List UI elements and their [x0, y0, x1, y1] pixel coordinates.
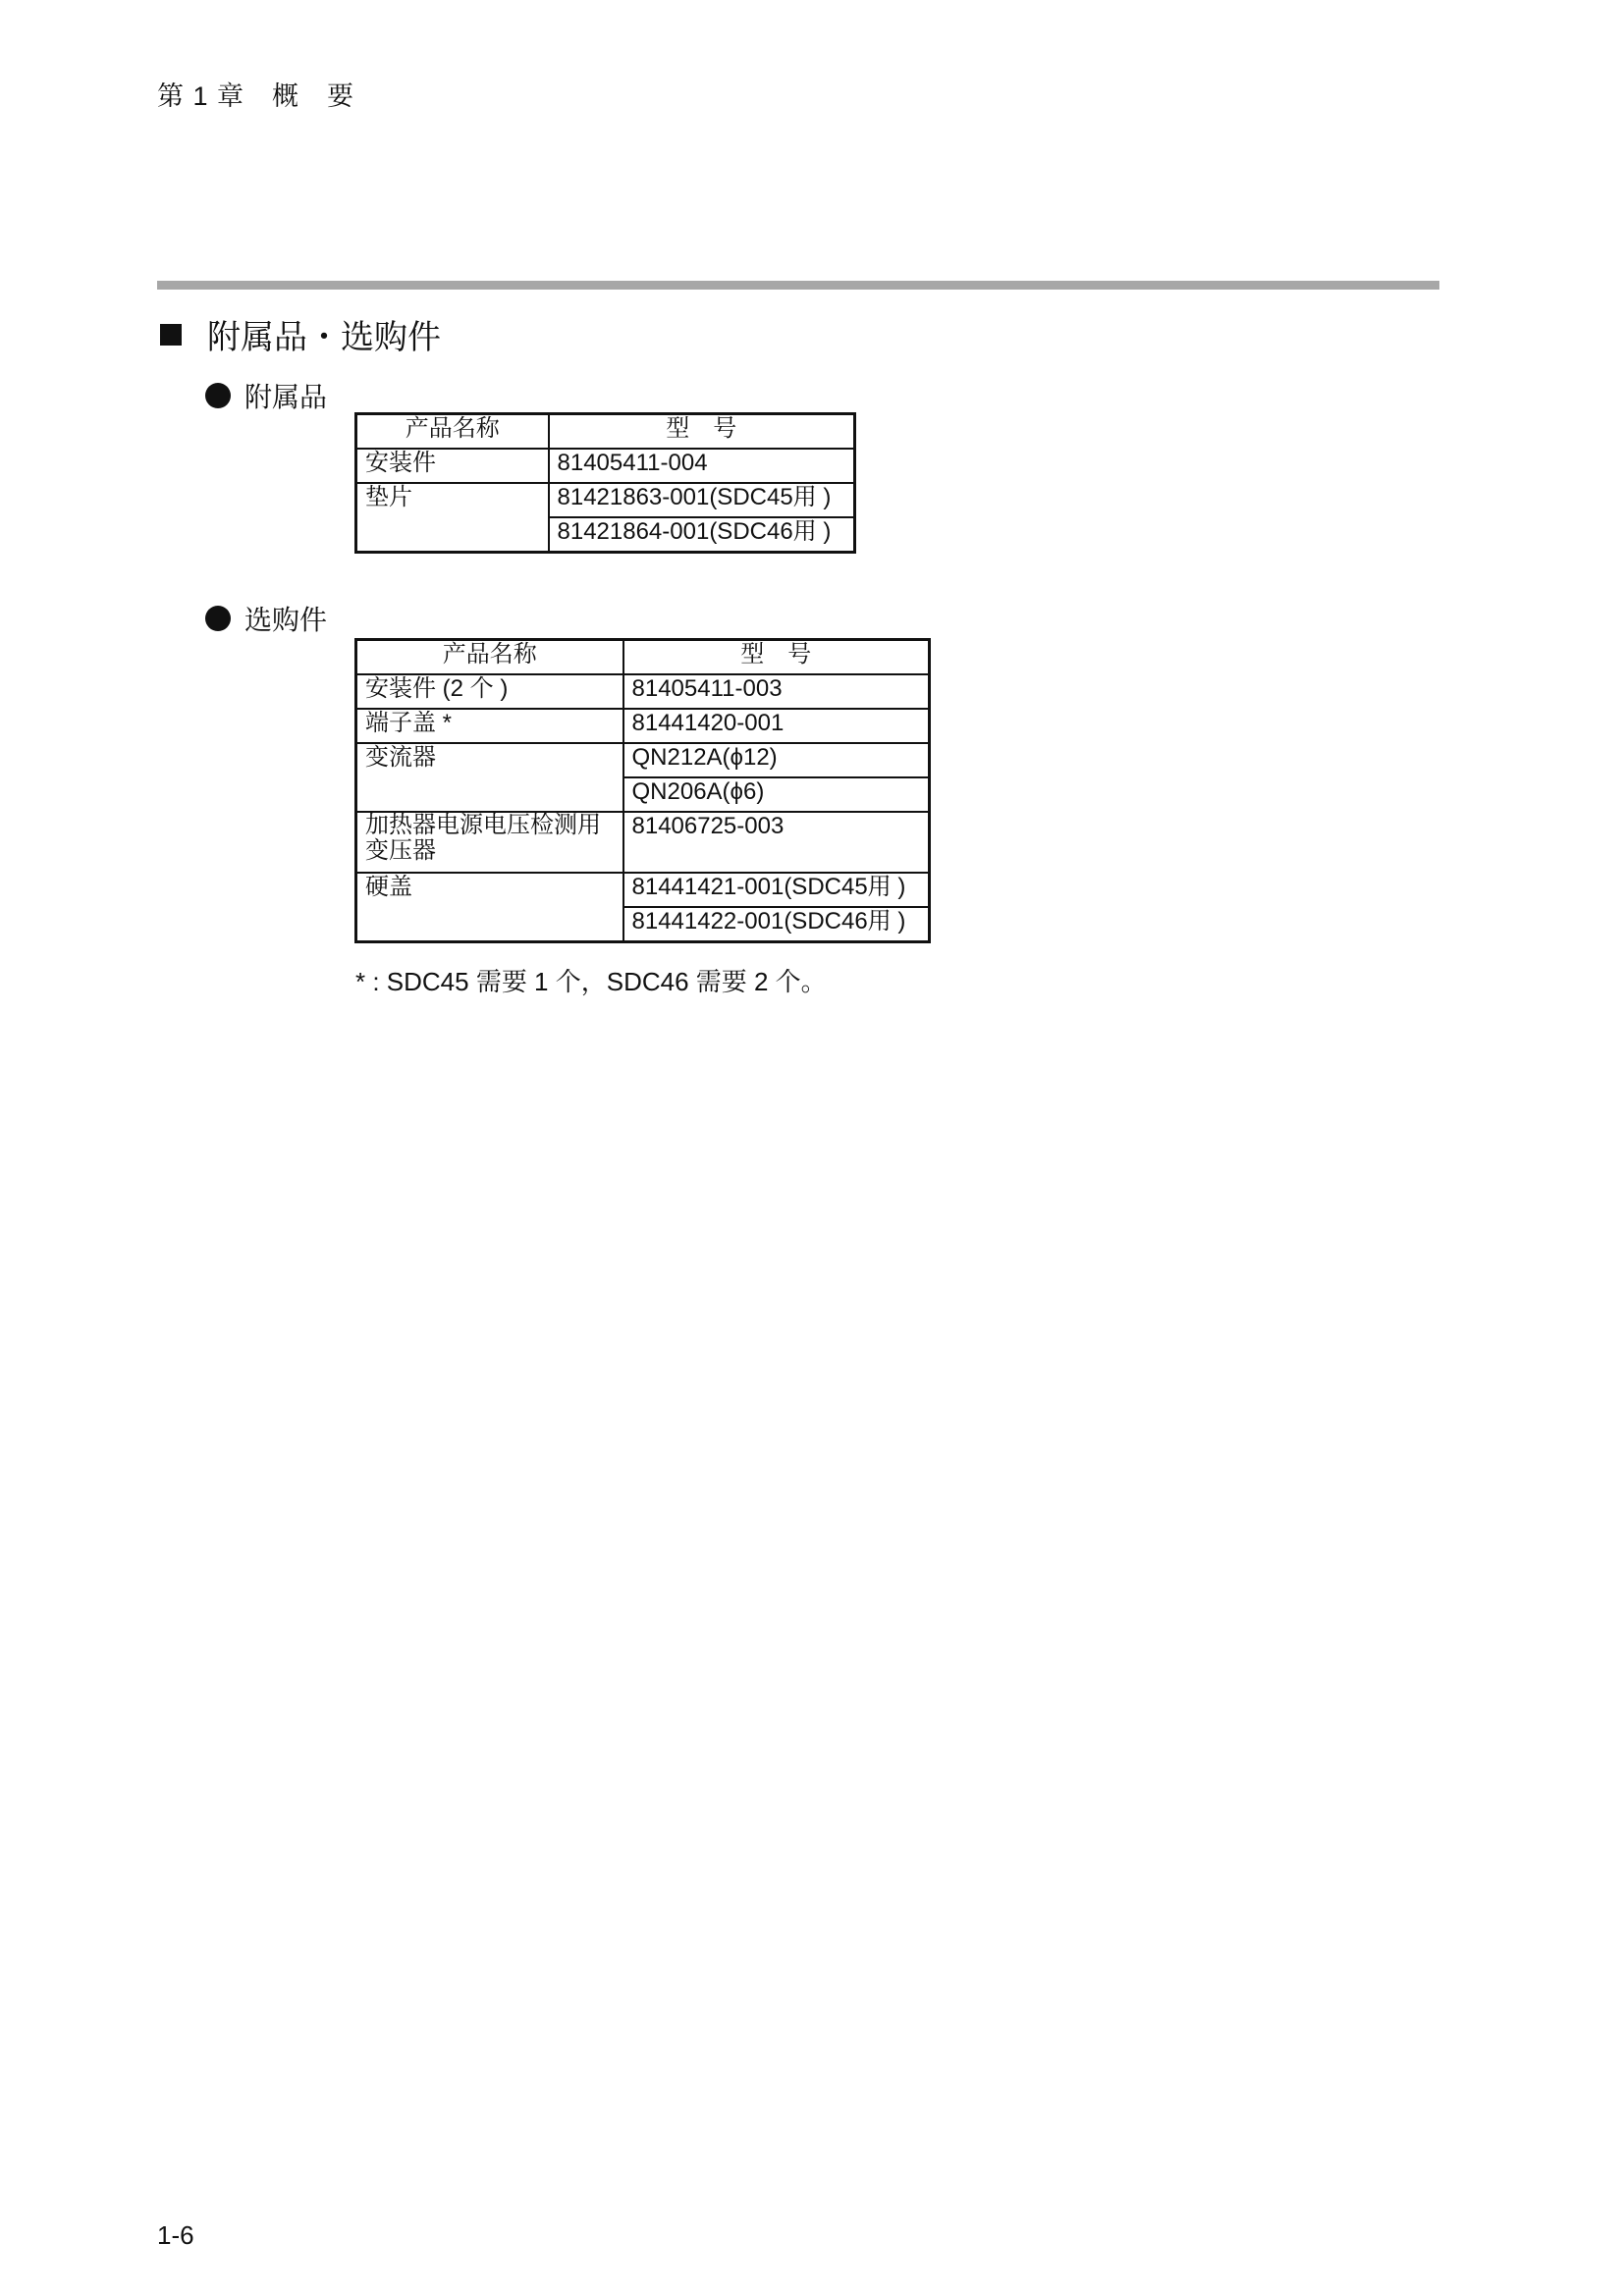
product-name-cell: 安装件 (2 个 ) [356, 674, 623, 709]
model-cell: 81405411-003 [623, 674, 930, 709]
product-name-cell: 变流器 [356, 743, 623, 812]
model-cell: 81405411-004 [549, 449, 855, 483]
model-cell: 81441422-001(SDC46用 ) [623, 907, 930, 942]
product-name-cell: 加热器电源电压检测用变压器 [356, 812, 623, 873]
accessories-title: 附属品 [244, 382, 328, 412]
accessories-table [354, 412, 856, 554]
chapter-header: 第 1 章 概 要 [157, 81, 355, 111]
footnote: * : SDC45 需要 1 个，SDC46 需要 2 个。 [355, 967, 827, 996]
table-row [356, 873, 930, 907]
model-cell: 81441421-001(SDC45用 ) [623, 873, 930, 907]
model-cell: QN212A(ϕ12) [623, 743, 930, 777]
column-header-model: 型 号 [549, 414, 855, 450]
table-row [356, 812, 930, 873]
options-heading [205, 599, 327, 638]
section-title: 附属品・选购件 [207, 319, 441, 356]
product-name-cell: 垫片 [356, 483, 549, 553]
options-table [354, 638, 931, 943]
table-row [356, 483, 855, 517]
table-row [356, 674, 930, 709]
options-title: 选购件 [244, 605, 328, 635]
table-header-row [356, 640, 930, 675]
model-cell: QN206A(ϕ6) [623, 777, 930, 812]
model-cell: 81421864-001(SDC46用 ) [549, 517, 855, 553]
model-cell: 81421863-001(SDC45用 ) [549, 483, 855, 517]
circle-bullet-icon [205, 606, 231, 631]
product-name-cell: 安装件 [356, 449, 549, 483]
column-header-name: 产品名称 [356, 414, 549, 450]
table-header-row [356, 414, 855, 450]
table-row [356, 709, 930, 743]
table-row [356, 449, 855, 483]
column-header-model: 型 号 [623, 640, 930, 675]
product-name-cell: 硬盖 [356, 873, 623, 942]
square-bullet-icon [160, 324, 182, 346]
product-name-cell: 端子盖 * [356, 709, 623, 743]
model-cell: 81406725-003 [623, 812, 930, 873]
model-cell: 81441420-001 [623, 709, 930, 743]
circle-bullet-icon [205, 383, 231, 408]
page-number: 1-6 [157, 2220, 194, 2250]
table-row [356, 743, 930, 777]
column-header-name: 产品名称 [356, 640, 623, 675]
section-heading [160, 310, 441, 358]
section-divider [157, 281, 1439, 290]
accessories-heading [205, 376, 327, 415]
